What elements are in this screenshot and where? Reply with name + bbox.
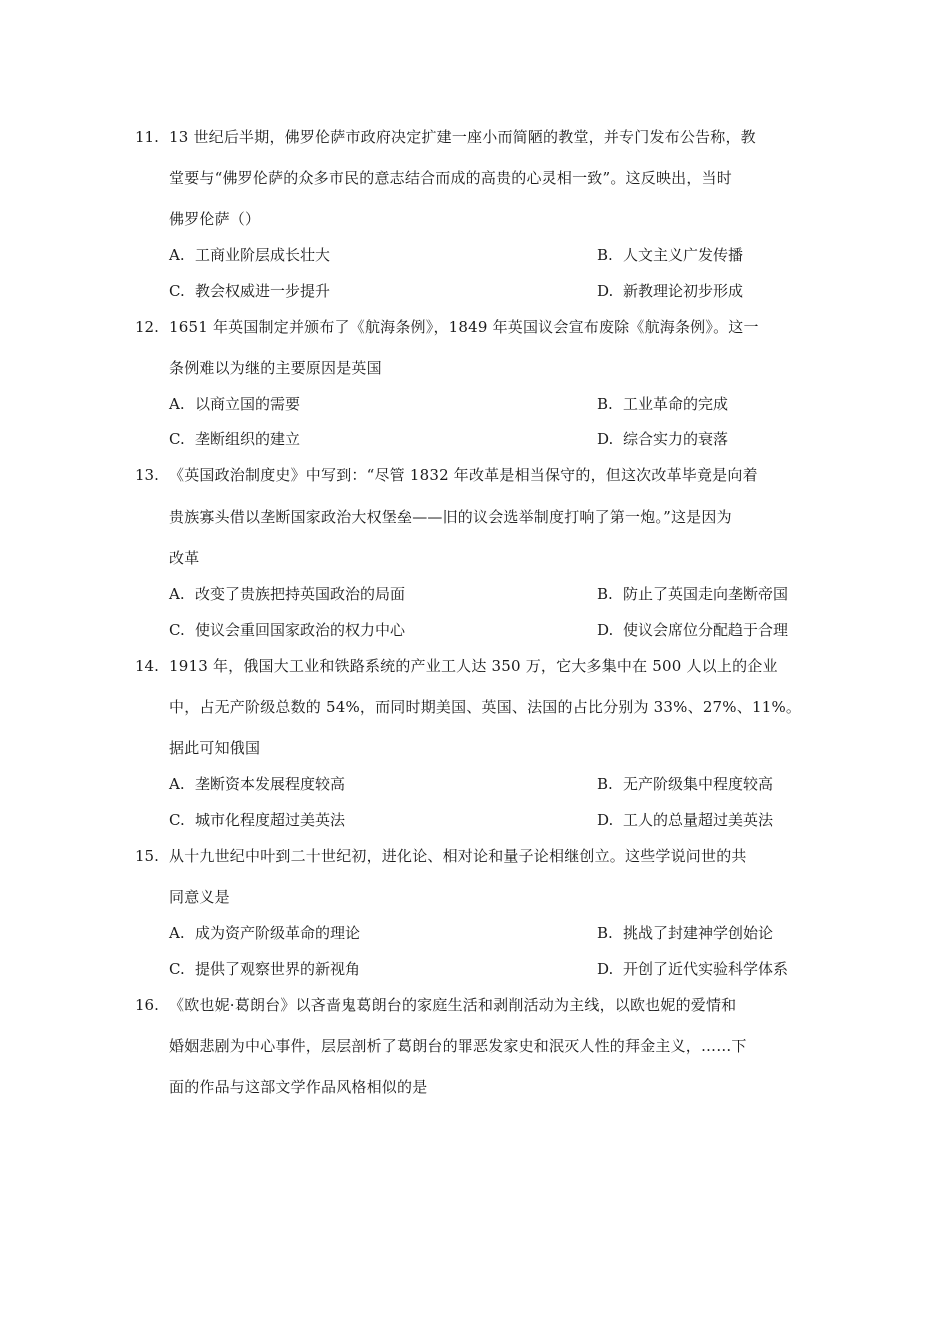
option-d [597, 281, 743, 301]
question-number: 11. [135, 128, 159, 146]
option-text: 教会权威进一步提升 [195, 282, 331, 300]
option-text: 垄断资本发展程度较高 [195, 775, 346, 793]
option-text: 开创了近代实验科学体系 [623, 960, 789, 978]
option-letter: C. [169, 621, 185, 639]
option-text: 以商立国的需要 [195, 395, 301, 413]
option-text: 挑战了封建神学创始论 [623, 924, 774, 942]
option-letter: D. [597, 621, 614, 639]
option-letter: B. [597, 246, 613, 264]
option-d [597, 429, 728, 449]
question-text-line: 《英国政治制度史》中写到：“尽管 1832 年改革是相当保守的，但这次改革毕竟是向着 [169, 466, 758, 484]
option-text: 提供了观察世界的新视角 [195, 960, 361, 978]
question-text-line: 面的作品与这部文学作品风格相似的是 [169, 1078, 428, 1096]
option-d [597, 810, 773, 830]
question-text-line: 1651 年英国制定并颁布了《航海条例》，1849 年英国议会宣布废除《航海条例》。这一 [169, 318, 759, 336]
question-text-line: 13 世纪后半期，佛罗伦萨市政府决定扩建一座小而简陋的教堂，并专门发布公告称，教 [169, 128, 756, 146]
question-text-line: 婚姻悲剧为中心事件，层层剖析了葛朗台的罪恶发家史和泯灭人性的拜金主义，……下 [169, 1037, 747, 1055]
question-number: 14. [135, 657, 159, 675]
option-letter: A. [169, 395, 185, 413]
question-number: 12. [135, 318, 159, 336]
option-text: 垄断组织的建立 [195, 430, 301, 448]
option-letter: D. [597, 430, 614, 448]
option-letter: C. [169, 960, 185, 978]
option-text: 使议会席位分配趋于合理 [623, 621, 789, 639]
option-text: 无产阶级集中程度较高 [623, 775, 774, 793]
option-text: 成为资产阶级革命的理论 [195, 924, 361, 942]
option-text: 工商业阶层成长壮大 [195, 246, 331, 264]
option-letter: D. [597, 811, 614, 829]
option-letter: B. [597, 924, 613, 942]
option-b [597, 923, 773, 943]
option-c [169, 810, 345, 830]
option-letter: D. [597, 282, 614, 300]
question-number: 15. [135, 847, 159, 865]
option-d [597, 620, 788, 640]
option-c [169, 281, 330, 301]
option-letter: A. [169, 775, 185, 793]
option-letter: C. [169, 282, 185, 300]
option-text: 工业革命的完成 [623, 395, 729, 413]
option-letter: B. [597, 395, 613, 413]
option-a [169, 245, 330, 265]
question-text-line: 堂要与“佛罗伦萨的众多市民的意志结合而成的高贵的心灵相一致”。这反映出，当时 [169, 169, 732, 187]
option-text: 人文主义广发传播 [623, 246, 744, 264]
option-b [597, 394, 728, 414]
question-text-line: 1913 年，俄国大工业和铁路系统的产业工人达 350 万，它大多集中在 500 人以上的企业 [169, 657, 778, 675]
option-letter: B. [597, 585, 613, 603]
option-text: 城市化程度超过美英法 [195, 811, 346, 829]
question-text-line: 同意义是 [169, 888, 230, 906]
question-text-line: 据此可知俄国 [169, 739, 261, 757]
question-number: 16. [135, 996, 159, 1014]
option-b [597, 245, 743, 265]
option-text: 改变了贵族把持英国政治的局面 [195, 585, 406, 603]
option-a [169, 584, 405, 604]
option-letter: A. [169, 246, 185, 264]
option-letter: C. [169, 811, 185, 829]
option-a [169, 923, 360, 943]
question-number: 13. [135, 466, 159, 484]
option-letter: C. [169, 430, 185, 448]
question-text-line: 贵族寡头借以垄断国家政治大权堡垒——旧的议会选举制度打响了第一炮。”这是因为 [169, 508, 732, 526]
option-a [169, 774, 345, 794]
question-text-line: 条例难以为继的主要原因是英国 [169, 359, 382, 377]
option-text: 使议会重回国家政治的权力中心 [195, 621, 406, 639]
option-c [169, 620, 405, 640]
question-text-line: 《欧也妮·葛朗台》以吝啬鬼葛朗台的家庭生活和剥削活动为主线，以欧也妮的爱情和 [169, 996, 737, 1014]
option-a [169, 394, 300, 414]
option-c [169, 429, 300, 449]
question-text-line: 中，占无产阶级总数的 54%，而同时期美国、英国、法国的占比分别为 33%、27%、11%。 [169, 698, 802, 716]
option-c [169, 959, 360, 979]
question-text-line: 从十九世纪中叶到二十世纪初，进化论、相对论和量子论相继创立。这些学说问世的共 [169, 847, 747, 865]
option-letter: D. [597, 960, 614, 978]
option-text: 防止了英国走向垄断帝国 [623, 585, 789, 603]
option-text: 综合实力的衰落 [623, 430, 729, 448]
question-text-line: 佛罗伦萨（） [169, 210, 261, 228]
option-b [597, 774, 773, 794]
option-d [597, 959, 788, 979]
question-text-line: 改革 [169, 549, 200, 567]
option-text: 新教理论初步形成 [623, 282, 744, 300]
option-letter: B. [597, 775, 613, 793]
option-b [597, 584, 788, 604]
option-letter: A. [169, 585, 185, 603]
option-text: 工人的总量超过美英法 [623, 811, 774, 829]
option-letter: A. [169, 924, 185, 942]
